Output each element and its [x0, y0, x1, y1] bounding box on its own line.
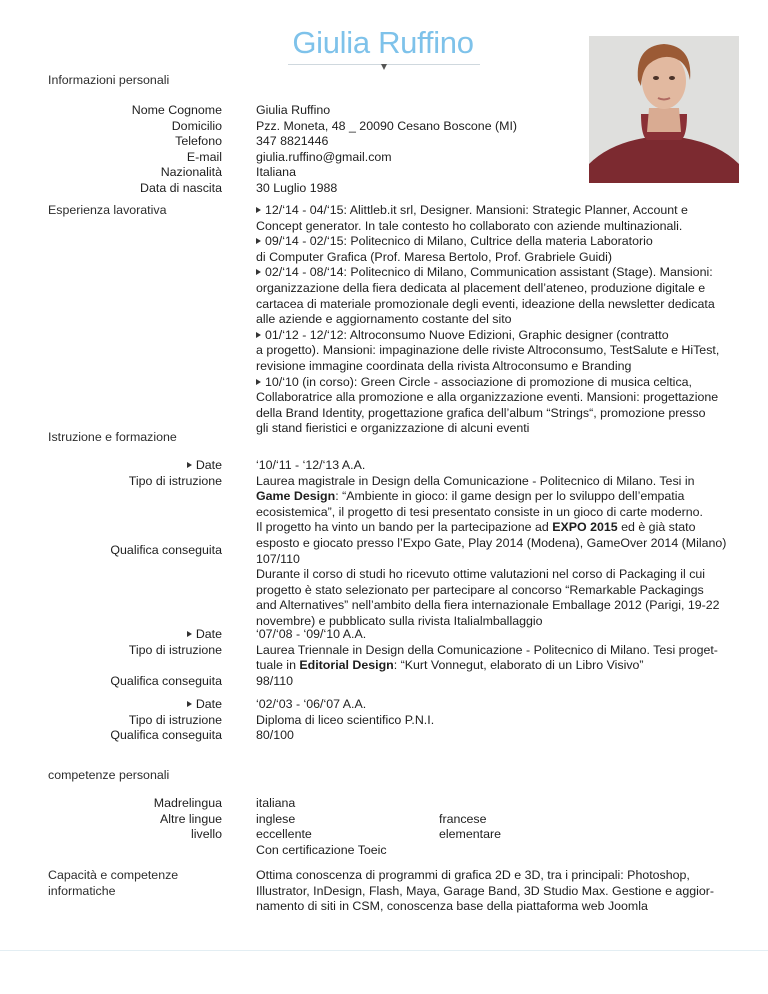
- value-phone: 347 8821446: [256, 134, 329, 149]
- label-date: Date: [187, 627, 222, 643]
- value-email: giulia.ruffino@gmail.com: [256, 149, 392, 164]
- education-line: Laurea magistrale in Design della Comunicazione - Politecnico di Milano. Tesi in: [256, 473, 695, 488]
- education-grade: 98/110: [256, 673, 293, 688]
- education-line: tuale in Editorial Design: “Kurt Vonnegut, elaborato di un Libro Visivo”: [256, 658, 644, 673]
- education-line: esposto e giocato presso l’Expo Gate, Play 2014 (Modena), GameOver 2014 (Milano): [256, 536, 727, 550]
- label-qualification: Qualifica conseguita: [110, 728, 222, 743]
- value-birthdate: 30 Luglio 1988: [256, 181, 338, 195]
- section-title-skills: competenze personali: [48, 768, 170, 782]
- education-line: Durante il corso di studi ho ricevuto ottime valutazioni nel corso di Packaging il cui: [256, 567, 706, 582]
- label-nationality: Nazionalità: [160, 165, 222, 180]
- label-education-type: Tipo di istruzione: [128, 473, 222, 488]
- bullet-icon: [187, 701, 192, 707]
- experience-line: alle aziende e aggiornamento costante del sito: [256, 312, 512, 327]
- it-skills-line: namento di siti in CSM, conoscenza base della piattaforma web Joomla: [256, 899, 648, 914]
- experience-line: a progetto). Mansioni: impaginazione delle riviste Altroconsumo, TestSalute e HiTest,: [256, 343, 720, 358]
- bullet-icon: [256, 379, 261, 385]
- label-qualification: Qualifica conseguita: [110, 673, 222, 688]
- experience-line: gli stand fieristici e organizzazione di alcuni eventi: [256, 421, 530, 436]
- education-line: Laurea Triennale in Design della Comunicazione - Politecnico di Milano. Tesi proget-: [256, 642, 718, 657]
- label-education-type: Tipo di istruzione: [128, 712, 222, 727]
- section-title-it: Capacità e competenze: [48, 868, 179, 882]
- bullet-icon: [256, 332, 261, 338]
- education-date: ‘07/‘08 - ‘09/‘10 A.A.: [256, 627, 367, 641]
- education-line: Game Design: “Ambiente in gioco: il game design per lo sviluppo dell’empatia: [256, 489, 685, 504]
- education-line: progetto è stato selezionato per partecipare al concorso “Remarkable Packagings: [256, 582, 704, 597]
- divider-arrow-icon: [381, 64, 387, 70]
- experience-line: di Computer Grafica (Prof. Maresa Bertolo, Prof. Grabriele Guidi): [256, 249, 613, 264]
- label-qualification: Qualifica conseguita: [110, 543, 222, 557]
- it-skills-line: Illustrator, InDesign, Flash, Maya, Garage Band, 3D Studio Max. Gestione e aggior-: [256, 883, 714, 898]
- education-grade: 80/100: [256, 728, 294, 743]
- education-grade: 107/110: [256, 551, 300, 566]
- education-date: ‘10/‘11 - ‘12/‘13 A.A.: [256, 458, 366, 472]
- section-title-personal: Informazioni personali: [48, 73, 170, 87]
- label-phone: Telefono: [175, 134, 222, 149]
- language-english: inglese: [256, 811, 296, 826]
- certification: Con certificazione Toeic: [256, 842, 387, 857]
- level-english: eccellente: [256, 827, 312, 842]
- bullet-icon: [187, 462, 192, 468]
- experience-line: 02/‘14 - 08/‘14: Politecnico di Milano, Communication assistant (Stage). Mansioni:: [256, 265, 713, 281]
- experience-line: Concept generator. In tale contesto ho collaborato con aziende multinazionali.: [256, 218, 683, 233]
- experience-line: cartacea di materiale promozionale degli eventi, ideazione della newsletter dedicata: [256, 296, 715, 311]
- label-address: Domicilio: [171, 118, 222, 133]
- education-line: novembre) e pubblicato sulla rivista Italialmballaggio: [256, 614, 543, 628]
- bullet-icon: [256, 269, 261, 275]
- footer-divider: [0, 950, 768, 951]
- section-title-experience: Esperienza lavorativa: [48, 203, 167, 217]
- label-email: E-mail: [186, 149, 222, 164]
- it-skills-line: Ottima conoscenza di programmi di grafica 2D e 3D, tra i principali: Photoshop,: [256, 868, 690, 882]
- bullet-icon: [256, 238, 261, 244]
- language-french: francese: [439, 811, 487, 826]
- value-name: Giulia Ruffino: [256, 103, 331, 117]
- profile-photo: [589, 36, 739, 183]
- experience-line: 10/‘10 (in corso): Green Circle - associazione di promozione di musica celtica,: [256, 375, 692, 391]
- label-level: livello: [191, 827, 222, 842]
- experience-line: 01/‘12 - 12/‘12: Altroconsumo Nuove Edizioni, Graphic designer (contratto: [256, 328, 669, 344]
- education-line: and Alternatives” nell’ambito della fiera internazionale Emballage 2012 (Parigi, 19-22: [256, 598, 720, 613]
- value-nationality: Italiana: [256, 165, 296, 180]
- value-address: Pzz. Moneta, 48 _ 20090 Cesano Boscone (MI): [256, 118, 518, 133]
- experience-line: organizzazione della fiera dedicata al placement dell’ateneo, produzione digitale e: [256, 281, 706, 295]
- label-education-type: Tipo di istruzione: [128, 642, 222, 657]
- experience-line: 12/‘14 - 04/‘15: Alittleb.it srl, Designer. Mansioni: Strategic Planner, Account e: [256, 203, 688, 219]
- bullet-icon: [187, 631, 192, 637]
- label-other-languages: Altre lingue: [160, 811, 222, 826]
- experience-line: della Brand Identity, progettazione grafica dell’album “Strings“, promozione presso: [256, 405, 706, 420]
- experience-line: Collaboratrice alla promozione e alla organizzazione eventi. Mansioni: progettazione: [256, 390, 719, 405]
- label-date: Date: [187, 697, 222, 713]
- education-line: Il progetto ha vinto un bando per la partecipazione ad EXPO 2015 ed è già stato: [256, 520, 696, 535]
- level-french: elementare: [439, 827, 501, 842]
- candidate-name: Giulia Ruffino: [292, 25, 474, 60]
- label-name: Nome Cognome: [131, 103, 222, 117]
- mother-tongue: italiana: [256, 796, 296, 810]
- label-birthdate: Data di nascita: [140, 181, 222, 195]
- label-mother-tongue: Madrelingua: [153, 796, 222, 810]
- education-type: Diploma di liceo scientifico P.N.I.: [256, 712, 435, 727]
- experience-line: revisione immagine coordinata della rivista Altroconsumo e Branding: [256, 359, 632, 373]
- section-title-education: Istruzione e formazione: [48, 430, 177, 444]
- label-date: Date: [187, 458, 222, 474]
- section-title-it: informatiche: [48, 883, 116, 898]
- education-date: ‘02/‘03 - ‘06/‘07 A.A.: [256, 697, 367, 711]
- bullet-icon: [256, 207, 261, 213]
- experience-line: 09/‘14 - 02/‘15: Politecnico di Milano, Cultrice della materia Laboratorio: [256, 234, 653, 250]
- education-line: ecosistemica”, il progetto di tesi presentato consiste in un gioco di carte moderno.: [256, 504, 703, 519]
